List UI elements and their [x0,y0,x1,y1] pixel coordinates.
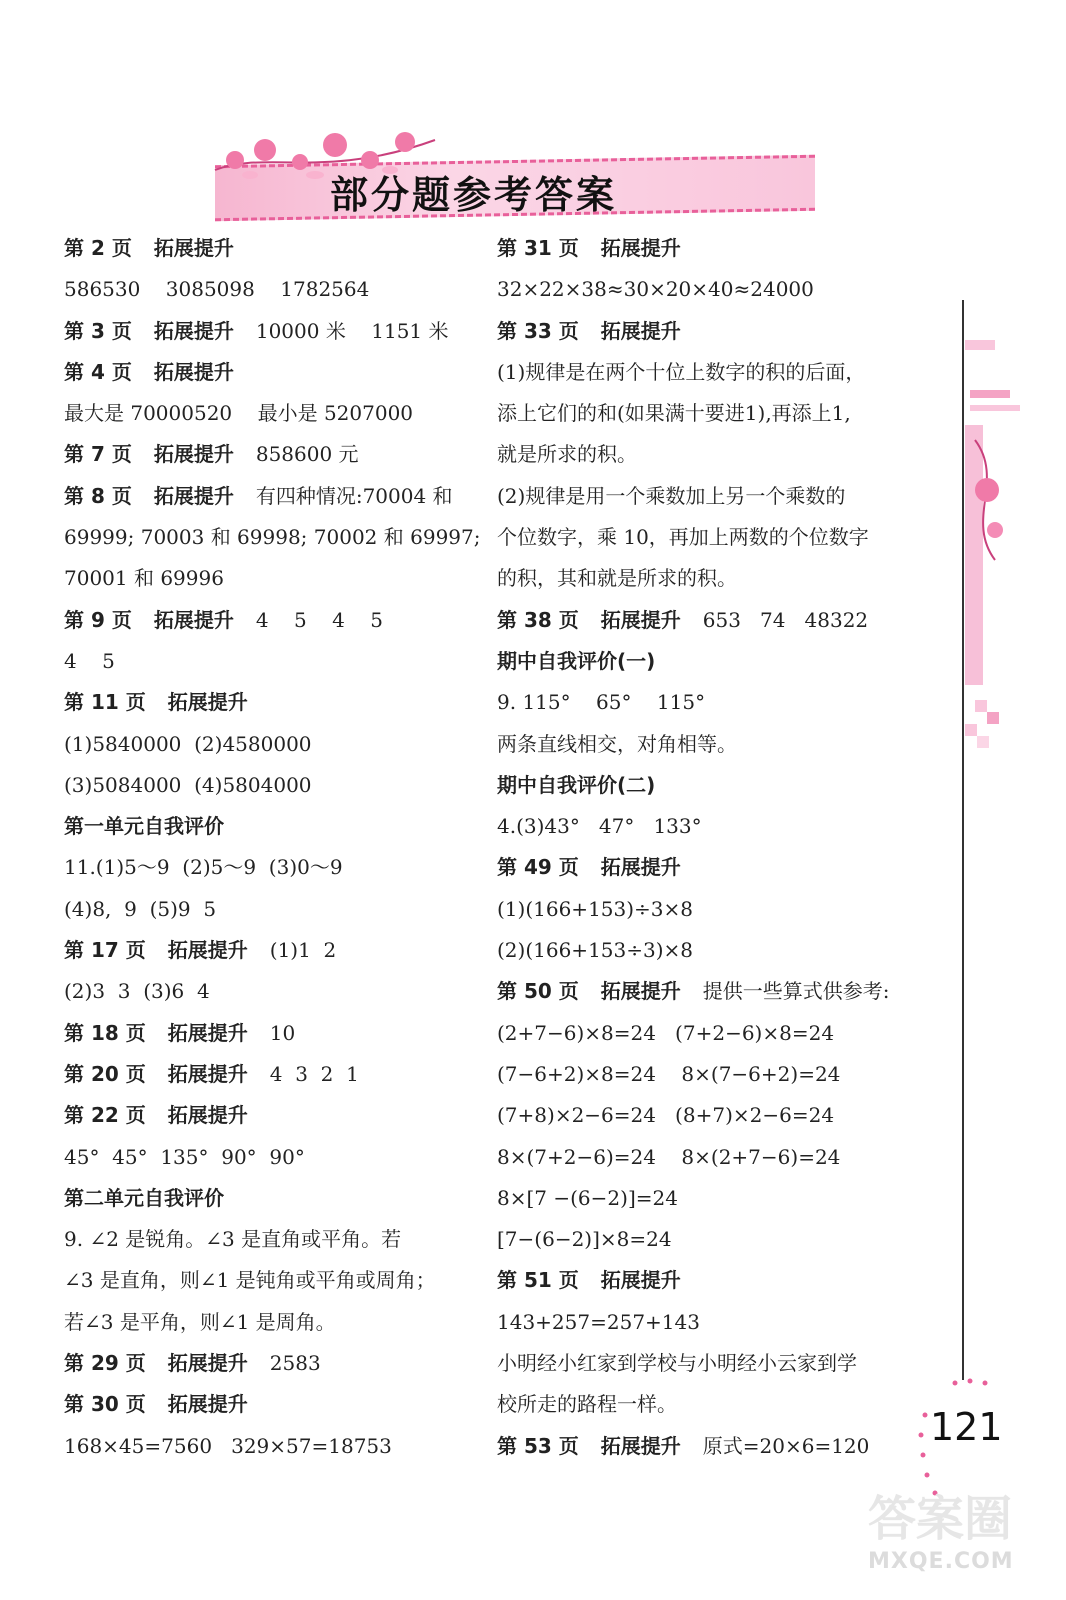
answer-text: 两条直线相交，对角相等。 [497,731,737,756]
answer-text: 小明经小红家到学校与小明经小云家到学 [497,1351,857,1376]
answer-line [64,558,484,599]
answer-line [497,1095,917,1136]
answer-line [64,1343,484,1384]
answer-line [64,228,484,269]
section-label: 第 18 页 [64,1020,146,1045]
section-tag: 拓展提升 [600,236,681,260]
section-label: 第 50 页 [497,979,579,1004]
answer-line [497,600,917,641]
section-tag: 拓展提升 [167,1061,248,1086]
answer-line [497,434,917,475]
answer-line [497,930,917,971]
section-tag: 拓展提升 [167,690,248,715]
answer-text: 若∠3 是平角，则∠1 是周角。 [64,1309,336,1334]
section-tag: 拓展提升 [167,1103,248,1128]
answer-line [497,1054,917,1095]
answer-text: 168×45=7560 329×57=18753 [64,1433,392,1458]
section-label: 第 49 页 [497,855,579,880]
answer-line [497,889,917,930]
answer-text: 4 5 4 5 [255,607,384,632]
answer-line [64,1095,484,1136]
section-tag: 拓展提升 [600,607,681,632]
section-label: 第 9 页 [64,607,132,632]
answer-text: 586530 3085098 1782564 [64,277,370,302]
answer-line [64,352,484,393]
section-label: 第 7 页 [64,442,132,467]
title-banner [205,120,825,220]
answer-text: 4 3 2 1 [269,1061,359,1086]
answer-line [497,1302,917,1343]
section-tag: 拓展提升 [167,938,248,963]
answer-line [64,476,484,517]
answer-text: 143+257=257+143 [497,1309,700,1334]
section-label: 期中自我评价(二) [497,772,656,797]
answer-line [497,971,917,1012]
answer-text: ∠3 是直角，则∠1 是钝角或平角或周角； [64,1268,436,1293]
answer-line [497,476,917,517]
answer-text: (7−6+2)×8=24 8×(7−6+2)=24 [497,1061,841,1086]
section-label: 第 3 页 [64,318,132,343]
answer-text: 32×22×38≈30×20×40≈24000 [497,277,814,302]
answer-text: 653 74 48322 [702,607,869,632]
answer-text: 70001 和 69996 [64,566,224,591]
answer-line [64,1054,484,1095]
answer-line [497,393,917,434]
section-label: 第 17 页 [64,938,146,963]
answer-text: 9. ∠2 是锐角。∠3 是直角或平角。若 [64,1227,402,1252]
answer-text: 最大是 70000520 最小是 5207000 [64,401,414,426]
answer-text: (7+8)×2−6=24 (8+7)×2−6=24 [497,1103,835,1128]
answer-text: 校所走的路程一样。 [497,1392,677,1417]
answer-text: (2)3 3 (3)6 4 [64,979,210,1004]
answer-line [64,724,484,765]
answer-line [64,930,484,971]
answer-text: 有四种情况:70004 和 [255,483,453,508]
section-tag: 拓展提升 [600,318,681,343]
answer-line [497,352,917,393]
section-label: 第 30 页 [64,1392,146,1417]
answer-text: 原式=20×6=120 [702,1433,870,1458]
section-label: 第 38 页 [497,607,579,632]
answer-line [64,1219,484,1260]
answer-line [497,269,917,310]
answer-line [497,1178,917,1219]
section-tag: 拓展提升 [167,1020,248,1045]
section-label: 第 2 页 [64,236,132,260]
page-title: 部分题参考答案 [330,173,618,217]
watermark-logo: 答案圈 [868,1491,1013,1547]
answer-text: (1)规律是在两个十位上数字的积的后面， [497,359,866,384]
section-label: 第 53 页 [497,1433,579,1458]
margin-rule [962,300,964,1380]
answer-text: 4.(3)43° 47° 133° [497,814,702,839]
answer-text: 8×(7+2−6)=24 8×(2+7−6)=24 [497,1144,841,1169]
answer-line [64,1260,484,1301]
answer-line [64,1137,484,1178]
section-label: 期中自我评价(一) [497,648,656,673]
section-label: 第 29 页 [64,1351,146,1376]
answer-line [64,847,484,888]
answer-text: (3)5084000 (4)5804000 [64,772,312,797]
section-tag: 拓展提升 [600,855,681,880]
watermark-url: MXQE.COM [868,1549,1014,1574]
section-tag: 拓展提升 [153,236,234,260]
answer-line [497,765,917,806]
section-tag: 拓展提升 [167,1351,248,1376]
answer-text: 10000 米 1151 米 [255,318,449,343]
answer-text: 858600 元 [255,442,359,467]
answer-text: (1)1 2 [269,938,337,963]
answer-line [64,765,484,806]
section-label: 第 22 页 [64,1103,146,1128]
answer-line [64,806,484,847]
section-label: 第 4 页 [64,359,132,384]
answer-line [64,1384,484,1425]
answer-line [497,228,917,269]
answer-line [64,434,484,475]
answer-text: (1)(166+153)÷3×8 [497,896,694,921]
answer-line [64,517,484,558]
section-tag: 拓展提升 [600,1433,681,1458]
answer-text: 45° 45° 135° 90° 90° [64,1144,305,1169]
section-tag: 拓展提升 [153,607,234,632]
answer-text: 10 [269,1020,296,1045]
section-label: 第 20 页 [64,1061,146,1086]
answer-line [497,806,917,847]
answer-line [64,269,484,310]
answer-text: 添上它们的和(如果满十要进1),再添上1, [497,401,851,426]
answer-line [497,1384,917,1425]
section-tag: 拓展提升 [600,979,681,1004]
answer-line [497,682,917,723]
answer-text: 69999; 70003 和 69998; 70002 和 69997; [64,525,481,550]
answer-line [64,1178,484,1219]
answer-text: 8×[7 −(6−2)]=24 [497,1185,678,1210]
section-label: 第 31 页 [497,236,579,260]
section-label: 第 8 页 [64,483,132,508]
answer-text: (2)规律是用一个乘数加上另一个乘数的 [497,483,846,508]
answer-line [64,1426,484,1467]
answer-line [497,1343,917,1384]
answer-line [64,889,484,930]
section-label: 第二单元自我评价 [64,1185,224,1210]
side-flower-decoration-icon [965,330,1025,800]
answer-text: 9. 115° 65° 115° [497,690,706,715]
answer-line [497,1426,917,1467]
answer-line [497,1260,917,1301]
answer-line [497,1137,917,1178]
answer-line [64,600,484,641]
answer-line [64,1302,484,1343]
section-tag: 拓展提升 [153,318,234,343]
answer-line [64,311,484,352]
section-tag: 拓展提升 [153,483,234,508]
section-label: 第一单元自我评价 [64,814,224,839]
answer-text: (2+7−6)×8=24 (7+2−6)×8=24 [497,1020,835,1045]
answer-text: 就是所求的积。 [497,442,637,467]
answer-text: 个位数字，乘 10，再加上两数的个位数字 [497,525,869,550]
page-number: 121 [930,1405,1003,1449]
answer-line [497,641,917,682]
answer-line [497,847,917,888]
answer-line [497,724,917,765]
section-tag: 拓展提升 [167,1392,248,1417]
answer-line [64,1013,484,1054]
right-answer-column [497,228,917,1467]
answer-line [64,641,484,682]
answer-line [64,971,484,1012]
section-label: 第 11 页 [64,690,146,715]
section-tag: 拓展提升 [153,442,234,467]
answer-text: (4)8, 9 (5)9 5 [64,896,217,921]
answer-text: [7−(6−2)]×8=24 [497,1227,672,1252]
answer-line [497,1219,917,1260]
left-answer-column [64,228,484,1467]
answer-text: 11.(1)5～9 (2)5～9 (3)0～9 [64,855,343,880]
section-tag: 拓展提升 [153,359,234,384]
answer-text: (1)5840000 (2)4580000 [64,731,312,756]
answer-text: 4 5 [64,648,115,673]
section-label: 第 33 页 [497,318,579,343]
answer-line [64,393,484,434]
answer-text: 2583 [269,1351,321,1376]
answer-line [497,517,917,558]
answer-text: 提供一些算式供参考: [702,979,890,1004]
answer-line [497,1013,917,1054]
watermark [868,1480,1014,1574]
answer-text: (2)(166+153÷3)×8 [497,938,694,963]
answer-line [497,311,917,352]
answer-line [64,682,484,723]
section-label: 第 51 页 [497,1268,579,1293]
answer-text: 的积，其和就是所求的积。 [497,566,737,591]
answer-line [497,558,917,599]
section-tag: 拓展提升 [600,1268,681,1293]
